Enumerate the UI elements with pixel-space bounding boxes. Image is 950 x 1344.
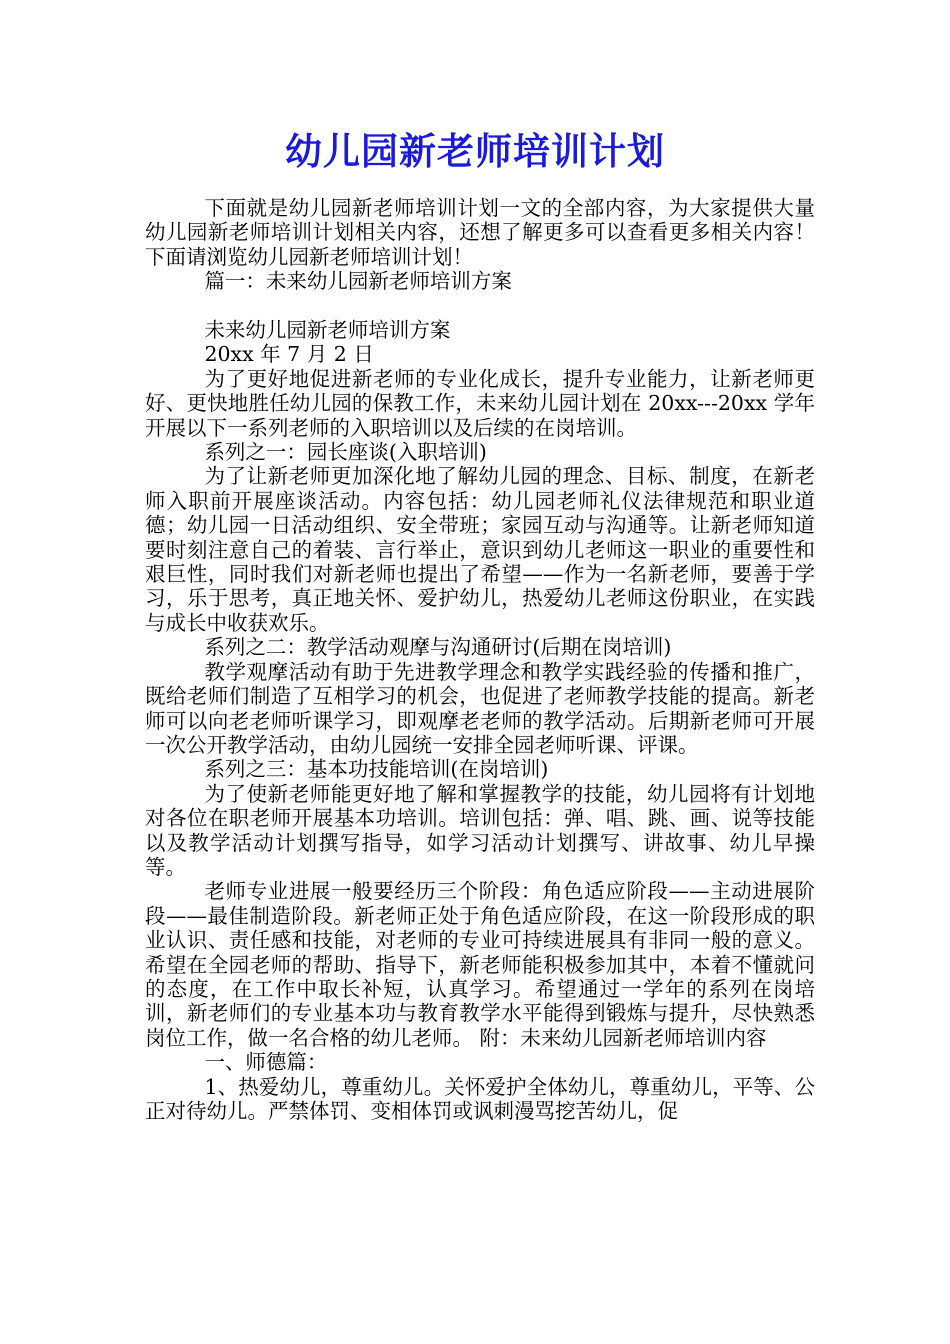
paragraph-series-3-body: 为了使新老师能更好地了解和掌握教学的技能，幼儿园将有计划地对各位在职老师开展基本功培训。培训包括：弹、唱、跳、画、说等技能以及教学活动计划撰写指导，如学习活动计划撰写、讲故事、幼儿早操等。	[145, 781, 815, 879]
paragraph-series-1-heading: 系列之一：园长座谈(入职培训)	[204, 440, 487, 465]
paragraph-section-heading: 篇一：未来幼儿园新老师培训方案	[204, 269, 512, 294]
paragraph-series-2-heading: 系列之二：教学活动观摩与沟通研讨(后期在岗培训)	[204, 635, 672, 660]
paragraph-series-1-body: 为了让新老师更加深化地了解幼儿园的理念、目标、制度，在新老师入职前开展座谈活动。内容包括：幼儿园老师礼仪法律规范和职业道德；幼儿园一日活动组织、安全带班；家园互动与沟通等。让新老师知道要时刻注意自己的着装、言行举止，意识到幼儿老师这一职业的重要性和艰巨性，同时我们对新老师也提出了希望——作为一名新老师，要善于学习，乐于思考，真正地关怀、爱护幼儿，热爱幼儿老师这份职业，在实践与成长中收获欢乐。	[145, 464, 815, 635]
paragraph-ethics-heading: 一、师德篇：	[204, 1050, 328, 1075]
paragraph-series-2-body: 教学观摩活动有助于先进教学理念和教学实践经验的传播和推广，既给老师们制造了互相学习的机会，也促进了老师教学技能的提高。新老师可以向老老师听课学习，即观摩老老师的教学活动。后期新老师可开展一次公开教学活动，由幼儿园统一安排全园老师听课、评课。	[145, 659, 815, 757]
paragraph-intro: 下面就是幼儿园新老师培训计划一文的全部内容，为大家提供大量幼儿园新老师培训计划相关内容，还想了解更多可以查看更多相关内容！下面请浏览幼儿园新老师培训计划！	[145, 196, 815, 269]
document-title: 幼儿园新老师培训计划	[285, 129, 665, 173]
paragraph-date: 20xx 年 7 月 2 日	[204, 342, 374, 367]
document-body	[145, 196, 815, 1123]
paragraph-plan-title: 未来幼儿园新老师培训方案	[204, 318, 451, 343]
paragraph-purpose: 为了更好地促进新老师的专业化成长，提升专业能力，让新老师更好、更快地胜任幼儿园的保教工作，未来幼儿园计划在 20xx---20xx 学年开展以下一系列老师的入职培训以及后续的在岗培训。	[145, 366, 815, 440]
paragraph-development-stages: 老师专业进展一般要经历三个阶段：角色适应阶段——主动进展阶段——最佳制造阶段。新老师正处于角色适应阶段，在这一阶段形成的职业认识、责任感和技能，对老师的专业可持续进展具有非同一般的意义。希望在全园老师的帮助、指导下，新老师能积极参加其中，本着不懂就问的态度，在工作中取长补短，认真学习。希望通过一学年的系列在岗培训，新老师们的专业基本功与教育教学水平能得到锻炼与提升，尽快熟悉岗位工作，做一名合格的幼儿老师。 附：未来幼儿园新老师培训内容	[145, 879, 815, 1050]
paragraph-ethics-item-1: 1、热爱幼儿，尊重幼儿。关怀爱护全体幼儿，尊重幼儿，平等、公正对待幼儿。严禁体罚、变相体罚或讽刺漫骂挖苦幼儿，促	[145, 1074, 815, 1124]
blank-line	[145, 294, 815, 318]
paragraph-series-3-heading: 系列之三：基本功技能培训(在岗培训)	[204, 757, 549, 782]
